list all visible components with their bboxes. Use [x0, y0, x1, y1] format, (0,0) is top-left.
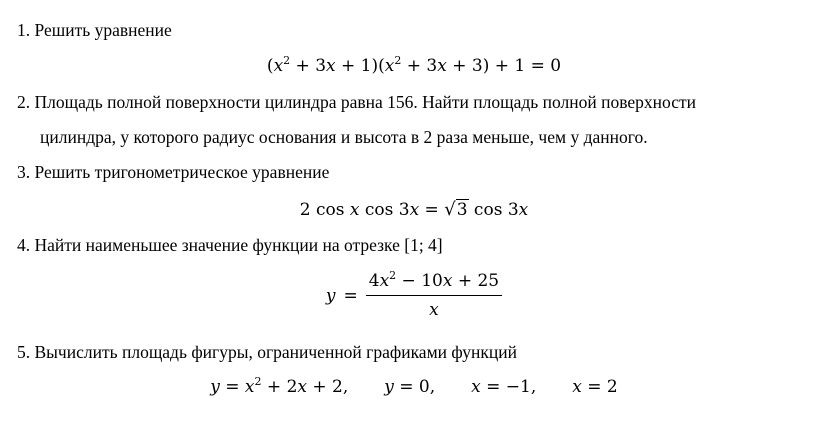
problem-1-number: 1.	[17, 20, 31, 40]
problem-3-text	[17, 161, 329, 183]
fraction-numerator: $4x^2 - 10x + 25$	[366, 270, 502, 296]
problem-2-text-continued: цилиндра, у которого радиус основания и высота в 2 раза меньше, чем у данного.	[40, 127, 648, 147]
problem-5-text	[17, 341, 517, 363]
problem-1-text	[17, 19, 172, 41]
problem-3-number: 3.	[17, 162, 31, 182]
problem-5-statement: Вычислить площадь фигуры, ограниченной графиками функций	[34, 342, 518, 362]
problem-2-number: 2.	[17, 92, 31, 112]
problem-4-statement: Найти наименьшее значение функции на отрезке [1; 4]	[34, 235, 443, 255]
formula-3: 2 cos x cos 3x = √3 cos 3x	[299, 199, 529, 220]
problem-2-statement: Площадь полной поверхности цилиндра равна 156. Найти площадь полной поверхности	[34, 92, 696, 112]
formula-5: $y = x^2 + 2x + 2$, y = 0, x = −1, x = 2	[210, 375, 618, 397]
problem-4-text	[17, 234, 443, 256]
problem-2-text	[17, 91, 696, 113]
problem-1-statement: Решить уравнение	[34, 20, 172, 40]
fraction	[366, 270, 502, 321]
square-root: √3	[444, 199, 468, 220]
problem-3-statement: Решить тригонометрическое уравнение	[34, 162, 330, 182]
problem-4-number: 4.	[17, 235, 31, 255]
formula-4: y = $\frac{4x^2 - 10x + 25}{x}$	[0, 270, 828, 321]
problem-5-number: 5.	[17, 342, 31, 362]
fraction-denominator: x	[429, 300, 439, 320]
formula-1: $(x^2 + 3x + 1)(x^2 + 3x + 3) + 1 = 0$	[266, 54, 562, 76]
